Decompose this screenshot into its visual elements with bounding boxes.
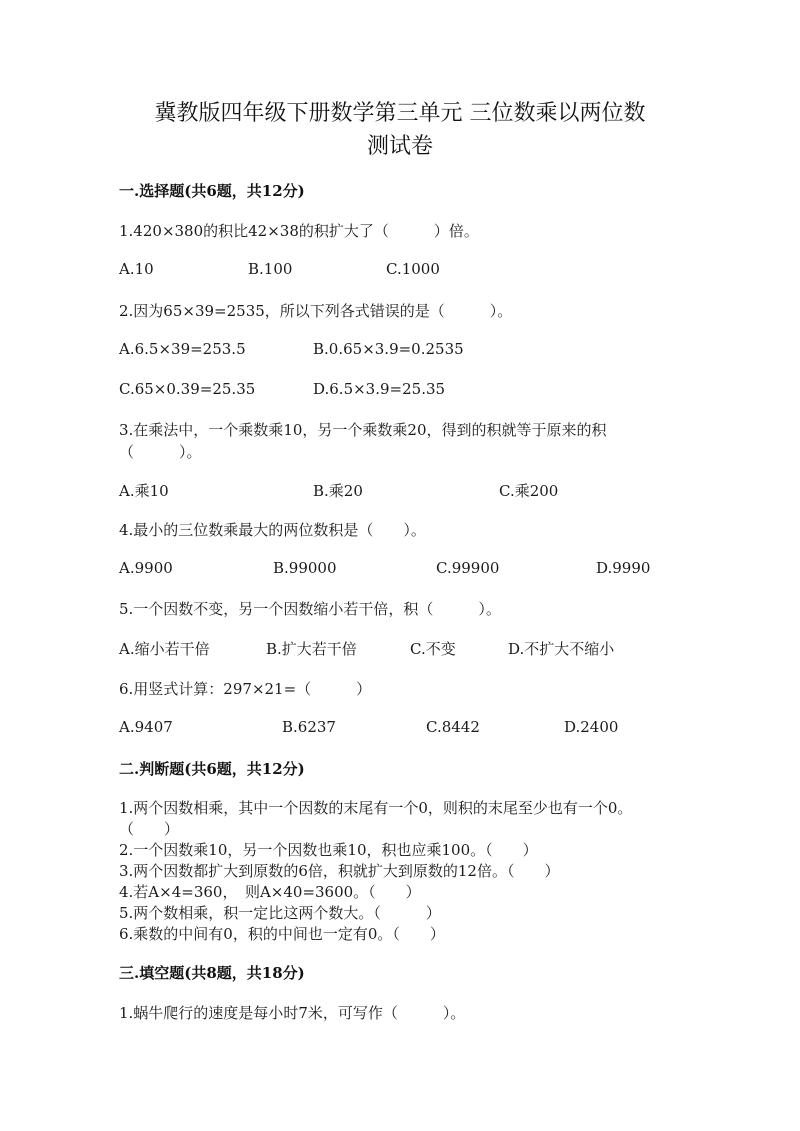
question-stem: 1.420×380的积比42×38的积扩大了（ ）倍。 <box>119 222 479 240</box>
option-a: A.缩小若干倍 <box>119 640 210 658</box>
option-d: D.6.5×3.9=25.35 <box>313 380 446 398</box>
question-stem-continued: （ ）。 <box>119 443 202 461</box>
question-stem: 4.最小的三位数乘最大的两位数积是（ ）。 <box>119 521 426 539</box>
option-b: B.99000 <box>273 559 337 577</box>
option-b: B.100 <box>248 260 293 278</box>
document-title-line-1: 冀教版四年级下册数学第三单元 三位数乘以两位数 <box>154 101 646 126</box>
question-stem: 3.在乘法中，一个乘数乘10，另一个乘数乘20，得到的积就等于原来的积 <box>119 421 607 439</box>
option-a: A.6.5×39=253.5 <box>119 340 246 358</box>
option-d: D.2400 <box>564 718 619 736</box>
option-c: C.乘200 <box>499 482 559 500</box>
option-b: B.扩大若干倍 <box>266 640 357 658</box>
true-false-item-continued: （ ） <box>119 820 180 838</box>
true-false-item: 2.一个因数乘10，另一个因数也乘10，积也应乘100。（ ） <box>119 841 538 859</box>
option-c: C.99900 <box>436 559 500 577</box>
question-stem: 2.因为65×39=2535，所以下列各式错误的是（ ）。 <box>119 302 513 320</box>
option-a: A.10 <box>119 260 154 278</box>
option-c: C.1000 <box>386 260 440 278</box>
option-a: A.乘10 <box>119 482 169 500</box>
option-c: C.不变 <box>410 640 456 658</box>
question-stem: 5.一个因数不变，另一个因数缩小若干倍，积（ ）。 <box>119 600 501 618</box>
section-heading-choice: 一.选择题(共6题，共12分) <box>119 182 305 200</box>
option-a: A.9900 <box>119 559 173 577</box>
section-heading-true-false: 二.判断题(共6题，共12分) <box>119 760 305 778</box>
option-d: D.9990 <box>596 559 651 577</box>
true-false-item: 4.若A×4=360， 则A×40=3600。（ ） <box>119 883 421 901</box>
question-stem: 6.用竖式计算：297×21=（ ） <box>119 680 372 698</box>
option-a: A.9407 <box>119 718 173 736</box>
document-title-line-2: 测试卷 <box>366 134 433 159</box>
section-heading-fill-blank: 三.填空题(共8题，共18分) <box>119 964 305 982</box>
fill-blank-item: 1.蜗牛爬行的速度是每小时7米，可写作（ ）。 <box>119 1004 466 1022</box>
true-false-item: 6.乘数的中间有0，积的中间也一定有0。（ ） <box>119 925 445 943</box>
option-b: B.乘20 <box>313 482 363 500</box>
option-c: C.8442 <box>426 718 480 736</box>
true-false-item: 1.两个因数相乘，其中一个因数的末尾有一个0，则积的末尾至少也有一个0。 <box>119 799 633 817</box>
option-b: B.0.65×3.9=0.2535 <box>313 340 464 358</box>
true-false-item: 5.两个数相乘，积一定比这两个数大。（ ） <box>119 904 441 922</box>
option-c: C.65×0.39=25.35 <box>119 380 256 398</box>
true-false-item: 3.两个因数都扩大到原数的6倍，积就扩大到原数的12倍。（ ） <box>119 862 560 880</box>
option-b: B.6237 <box>282 718 336 736</box>
option-d: D.不扩大不缩小 <box>508 640 615 658</box>
